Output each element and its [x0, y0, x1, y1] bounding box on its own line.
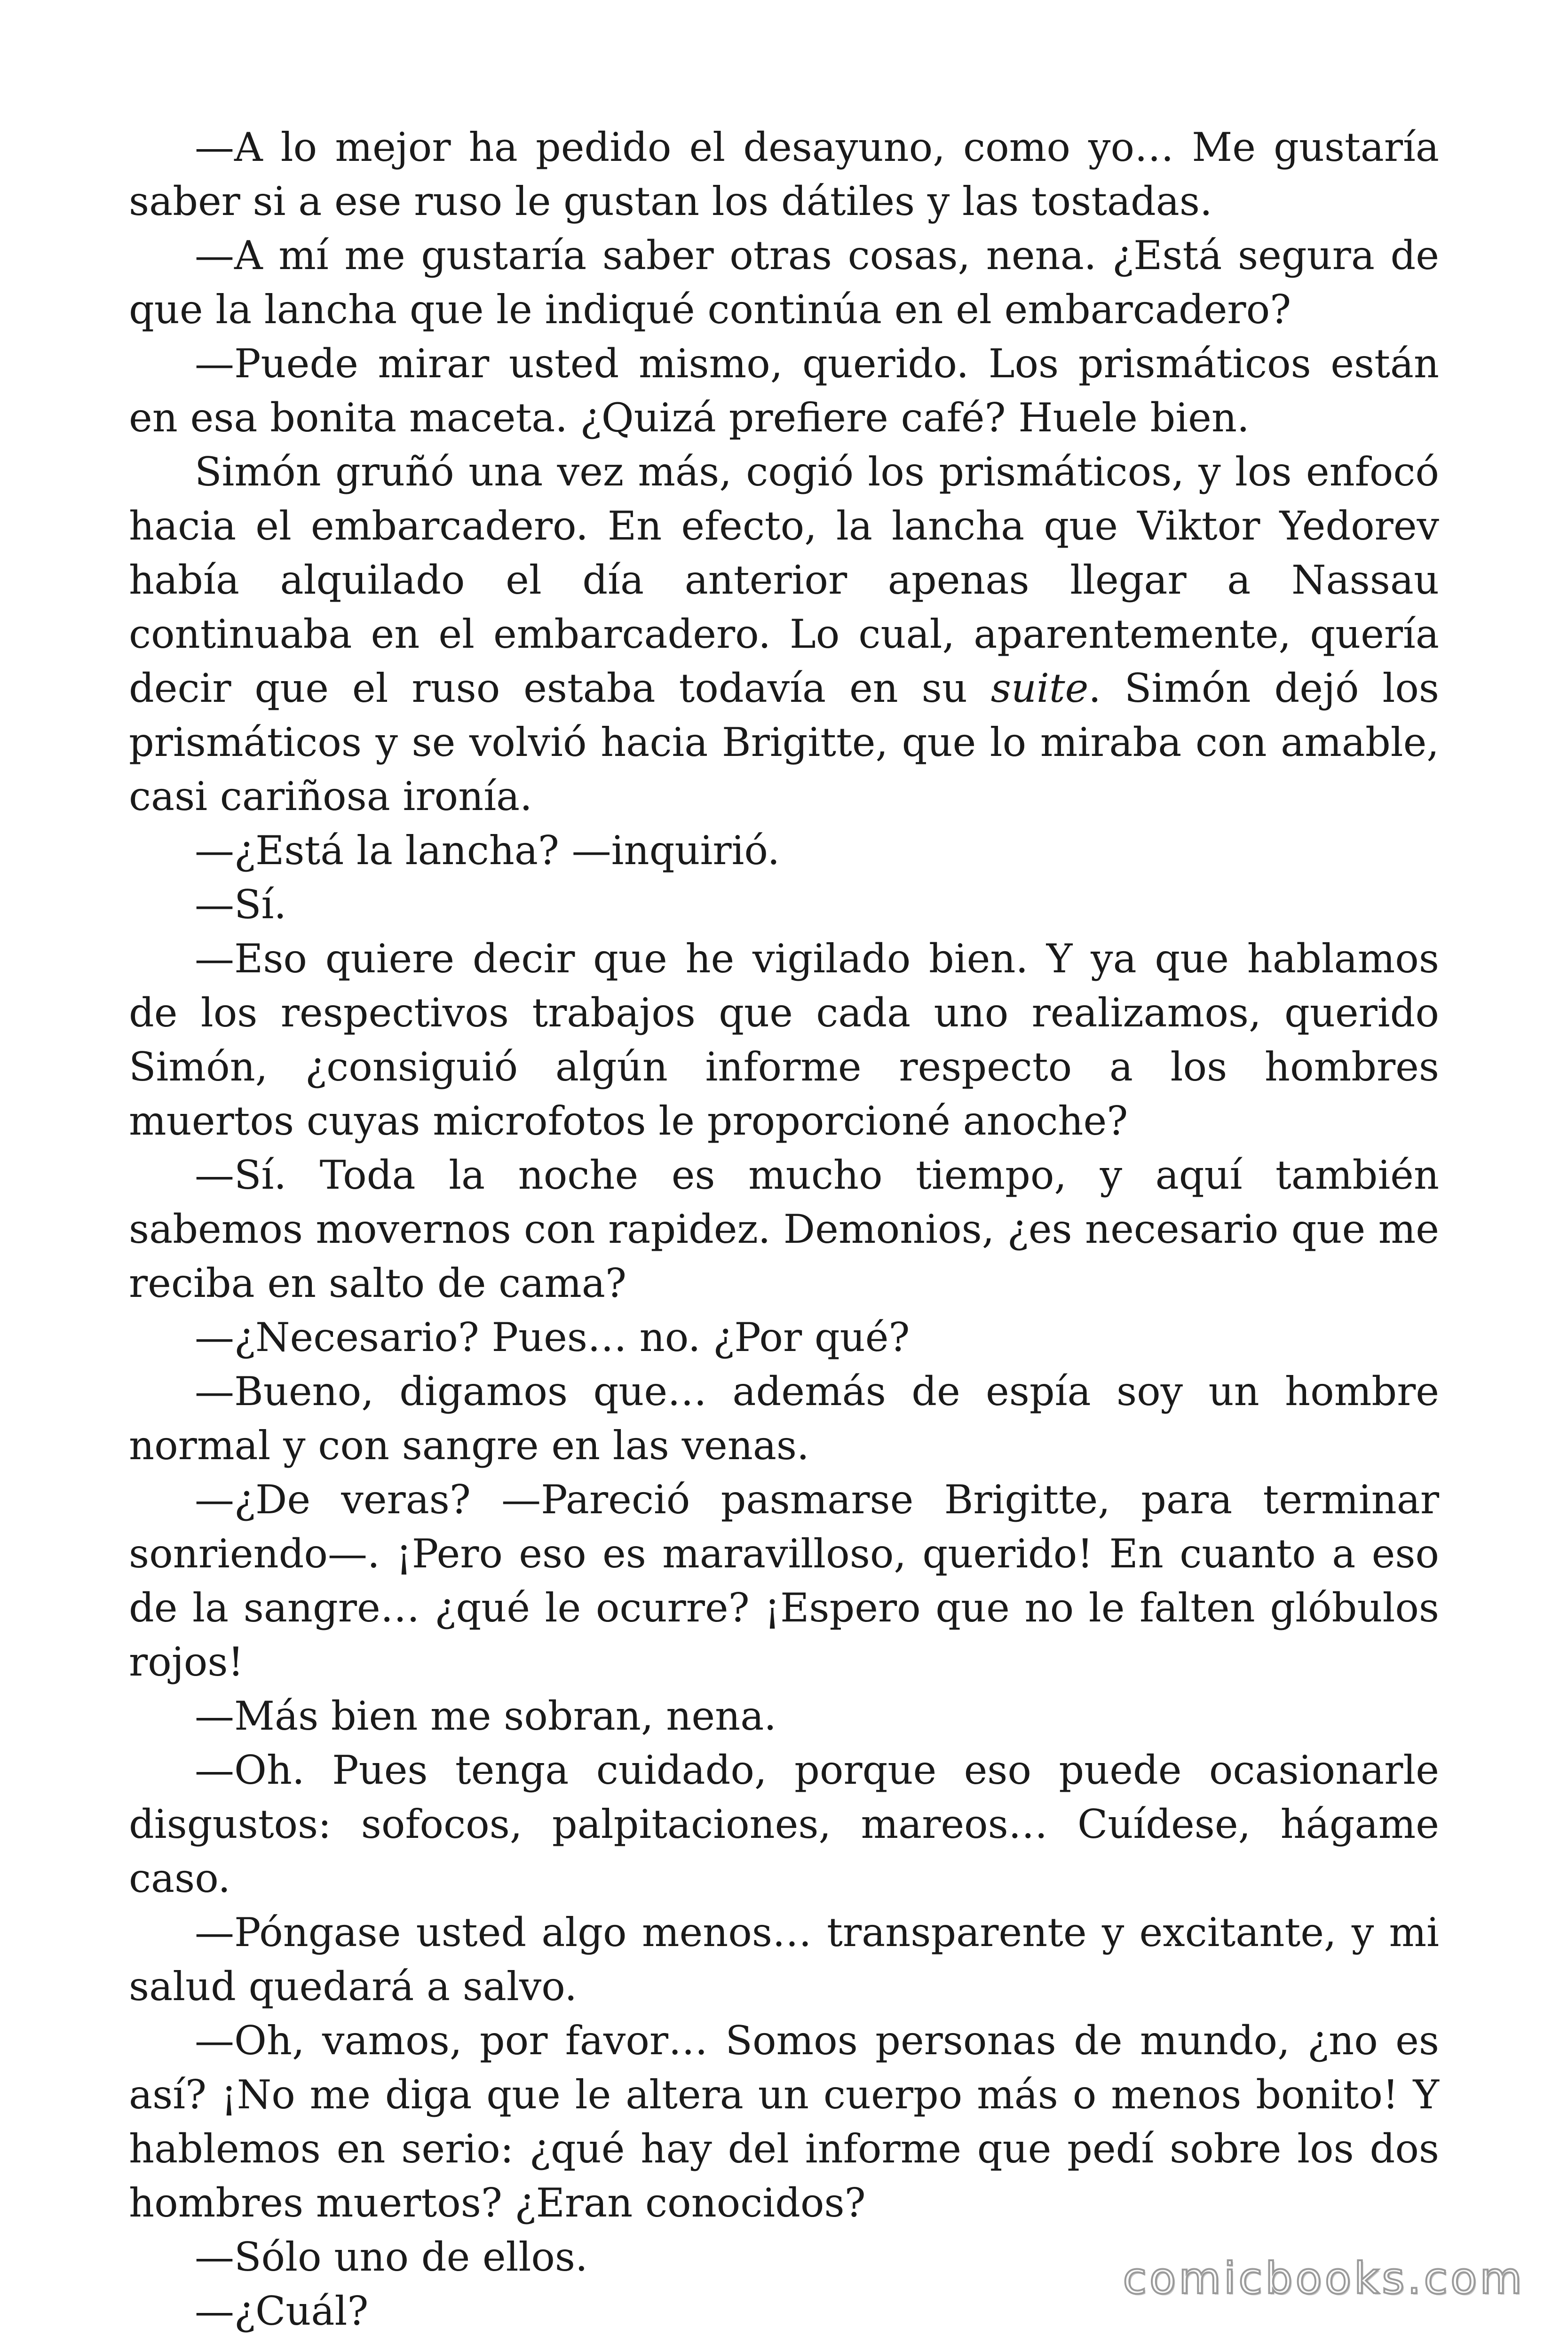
paragraph-4-italic-word: suite: [990, 665, 1089, 711]
paragraph-16: —Sólo uno de ellos.: [195, 2234, 588, 2280]
paragraph-14: —Póngase usted algo menos… transparente y excitante, y mi salud quedará a salvo.: [129, 1909, 1439, 2010]
paragraph-17: —¿Cuál?: [195, 2288, 369, 2334]
paragraph-3: —Puede mirar usted mismo, querido. Los prismáticos están en esa bonita maceta. ¿Quizá prefiere café? Huele bien.: [129, 341, 1439, 441]
paragraph-11: —¿De veras? —Pareció pasmarse Brigitte, para terminar sonriendo—. ¡Pero eso es maravilloso, querido! En cuanto a eso de la sangre… ¿qué le ocurre? ¡Espero que no le falten glóbulos rojos!: [129, 1477, 1439, 1685]
paragraph-1: —A lo mejor ha pedido el desayuno, como yo… Me gustaría saber si a ese ruso le gustan los dátiles y las tostadas.: [129, 124, 1439, 224]
paragraph-9: —¿Necesario? Pues… no. ¿Por qué?: [195, 1314, 910, 1360]
paragraph-4: [129, 445, 1439, 824]
paragraph-4-part-2: . Simón dejó los prismáticos y se volvió hacia Brigitte, que lo miraba con amable, casi cariñosa ironía.: [129, 665, 1440, 819]
paragraph-13: —Oh. Pues tenga cuidado, porque eso puede ocasionarle disgustos: sofocos, palpitaciones, mareos… Cuídese, hágame caso.: [129, 1747, 1439, 1901]
paragraph-8: —Sí. Toda la noche es mucho tiempo, y aquí también sabemos movernos con rapidez. Demonios, ¿es necesario que me reciba en salto de cama?: [129, 1152, 1439, 1306]
paragraph-15: —Oh, vamos, por favor… Somos personas de mundo, ¿no es así? ¡No me diga que le altera un cuerpo más o menos bonito! Y hablemos en serio: ¿qué hay del informe que pedí sobre los dos hombres muertos? ¿Eran conocidos?: [129, 2018, 1439, 2226]
paragraph-4-part-1: Simón gruñó una vez más, cogió los prismáticos, y los enfocó hacia el embarcadero. En efecto, la lancha que Viktor Yedorev había alquilado el día anterior apenas llegar a Nassau continuaba en el embarcadero. Lo cual, aparentemente, quería decir que el ruso estaba todavía en su: [129, 449, 1439, 711]
watermark: comicbooks.com: [1123, 2253, 1525, 2304]
body-text: [129, 120, 1439, 2338]
paragraph-12: —Más bien me sobran, nena.: [195, 1693, 776, 1739]
paragraph-7: —Eso quiere decir que he vigilado bien. Y ya que hablamos de los respectivos trabajos que cada uno realizamos, querido Simón, ¿consiguió algún informe respecto a los hombres muertos cuyas microfotos le proporcioné anoche?: [129, 936, 1439, 1144]
paragraph-10: —Bueno, digamos que… además de espía soy un hombre normal y con sangre en las venas.: [129, 1368, 1439, 1469]
paragraph-2: —A mí me gustaría saber otras cosas, nena. ¿Está segura de que la lancha que le indiqué continúa en el embarcadero?: [129, 232, 1439, 333]
paragraph-5: —¿Está la lancha? —inquirió.: [195, 827, 780, 874]
paragraph-6: —Sí.: [195, 882, 287, 928]
